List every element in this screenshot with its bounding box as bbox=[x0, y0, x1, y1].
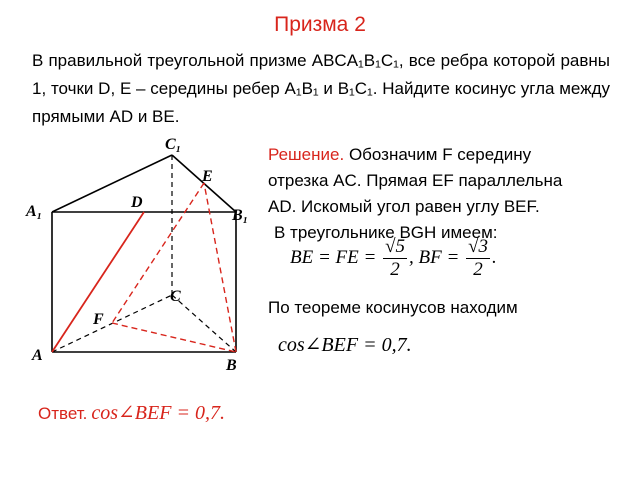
label-f: F bbox=[93, 311, 104, 328]
answer-line bbox=[38, 400, 225, 425]
label-a: A bbox=[32, 347, 43, 364]
label-c: C bbox=[170, 288, 181, 305]
edge-a1-c1 bbox=[52, 155, 172, 212]
label-b1: B₁ bbox=[232, 207, 249, 224]
slide-title: Призма 2 bbox=[274, 13, 366, 36]
edge-c-b bbox=[172, 295, 236, 352]
solution-line-2: отрезка AC. Прямая EF параллельна bbox=[268, 171, 563, 190]
label-a1: A₁ bbox=[26, 203, 43, 220]
fraction-sqrt3-2: $\frac{√3}{2}$ bbox=[468, 236, 488, 280]
answer-label: Ответ. bbox=[38, 404, 88, 423]
segment-ad bbox=[52, 212, 144, 352]
equation-cos-bef: cos∠BEF = 0,7. bbox=[278, 334, 412, 356]
label-c1: C₁ bbox=[165, 136, 182, 153]
solution-line-1: Решение. Обозначим F середину bbox=[268, 145, 532, 164]
solution-heading: Решение. bbox=[268, 145, 345, 164]
solution-line-4: В треугольнике BGH имеем: bbox=[274, 223, 498, 242]
equation-be-fe-bf: BE = FE = $\frac{√5}{2}$ , BF = $\frac{√3}{2}$ . bbox=[290, 236, 497, 280]
solution-line-3: AD. Искомый угол равен углу BEF. bbox=[268, 197, 540, 216]
segment-fb bbox=[112, 323, 236, 352]
answer-value: cos∠BEF = 0,7. bbox=[91, 402, 225, 424]
solution-block bbox=[268, 142, 608, 246]
label-b: B bbox=[226, 357, 237, 374]
fraction-sqrt5-2: $\frac{√5}{2}$ bbox=[385, 236, 406, 280]
problem-statement: В правильной треугольной призме ABCA₁B₁C₁, все ребра которой равны 1, точки D, E – середины ребер A₁B₁ и B₁C₁. Найдите косинус угла между прямыми AD и BE. bbox=[32, 51, 610, 126]
label-e: E bbox=[202, 168, 213, 185]
label-d: D bbox=[131, 194, 143, 211]
solution-line-5: По теореме косинусов находим bbox=[268, 298, 518, 317]
